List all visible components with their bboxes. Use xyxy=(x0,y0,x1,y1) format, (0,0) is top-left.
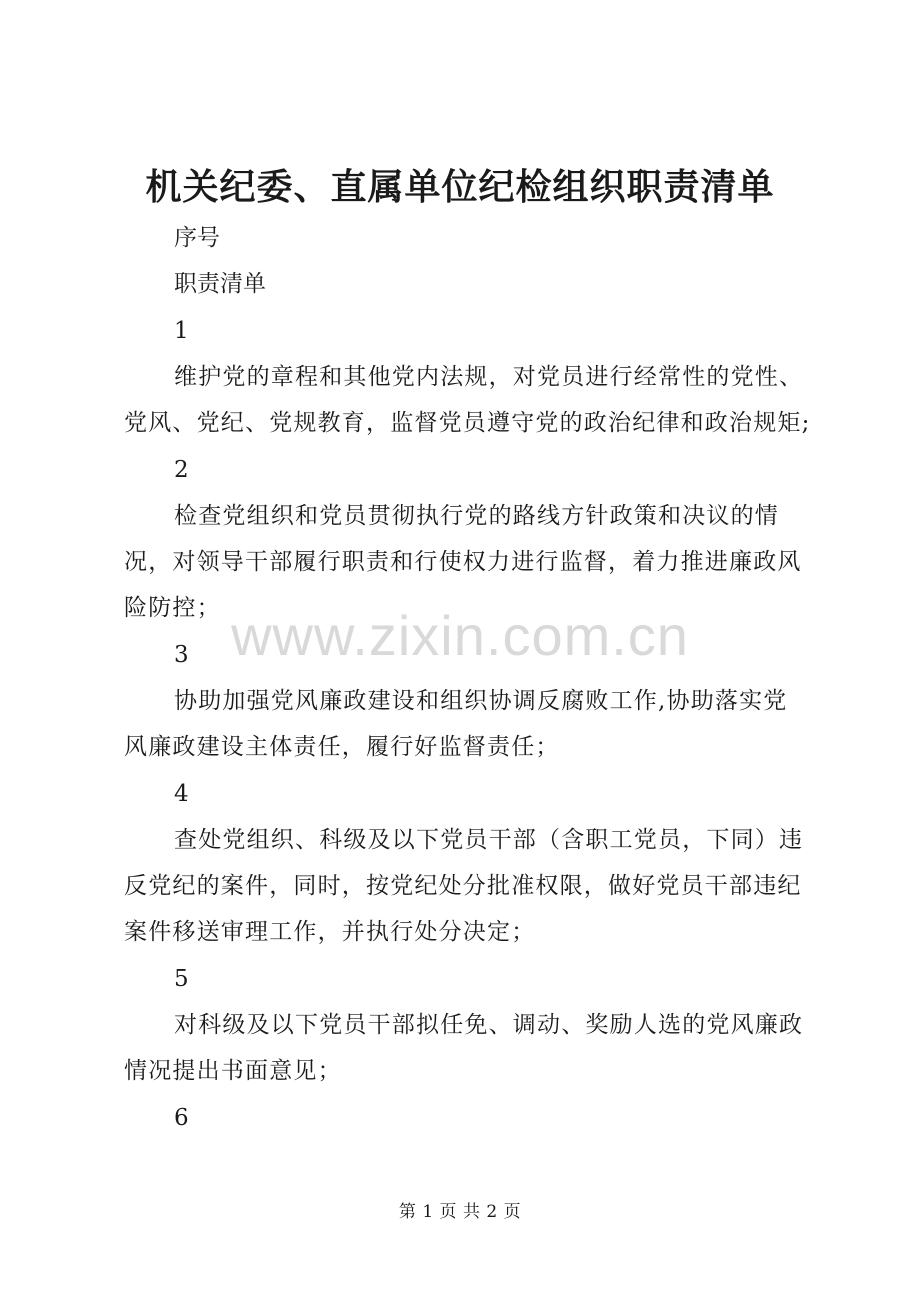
item-number: 6 xyxy=(174,1105,189,1131)
header-duty-label: 职责清单 xyxy=(174,271,266,297)
item-text-line: 维护党的章程和其他党内法规，对党员进行经常性的党性、 xyxy=(174,364,804,390)
item-number: 5 xyxy=(174,966,189,992)
item-text-line: 党风、党纪、党规教育，监督党员遵守党的政治纪律和政治规矩; xyxy=(124,410,811,436)
item-text-line: 况，对领导干部履行职责和行使权力进行监督，着力推进廉政风 xyxy=(124,549,802,575)
item-text-line: 案件移送审理工作，并执行处分决定； xyxy=(124,919,536,945)
item-number: 4 xyxy=(174,781,189,807)
item-text-line: 风廉政建设主体责任，履行好监督责任； xyxy=(124,734,560,760)
item-text-line: 查处党组织、科级及以下党员干部（含职工党员，下同）违 xyxy=(174,827,804,853)
item-number: 3 xyxy=(174,642,189,668)
item-number: 1 xyxy=(174,318,189,344)
item-number: 2 xyxy=(174,457,189,483)
item-text-line: 对科级及以下党员干部拟任免、调动、奖励人选的党风廉政 xyxy=(174,1012,804,1038)
page-footer: 第 1 页 共 2 页 xyxy=(398,1202,522,1222)
header-number-label: 序号 xyxy=(174,225,220,251)
item-text-line: 险防控； xyxy=(124,595,221,621)
item-text-line: 检查党组织和党员贯彻执行党的路线方针政策和决议的情 xyxy=(174,503,779,529)
item-text-line: 协助加强党风廉政建设和组织协调反腐败工作,协助落实党 xyxy=(174,688,788,714)
item-text-line: 情况提出书面意见； xyxy=(124,1058,342,1084)
watermark: www.zixin.com.cn xyxy=(231,604,689,667)
item-text-line: 反党纪的案件，同时，按党纪处分批准权限，做好党员干部违纪 xyxy=(124,873,802,899)
document-title: 机关纪委、直属单位纪检组织职责清单 xyxy=(145,166,775,208)
